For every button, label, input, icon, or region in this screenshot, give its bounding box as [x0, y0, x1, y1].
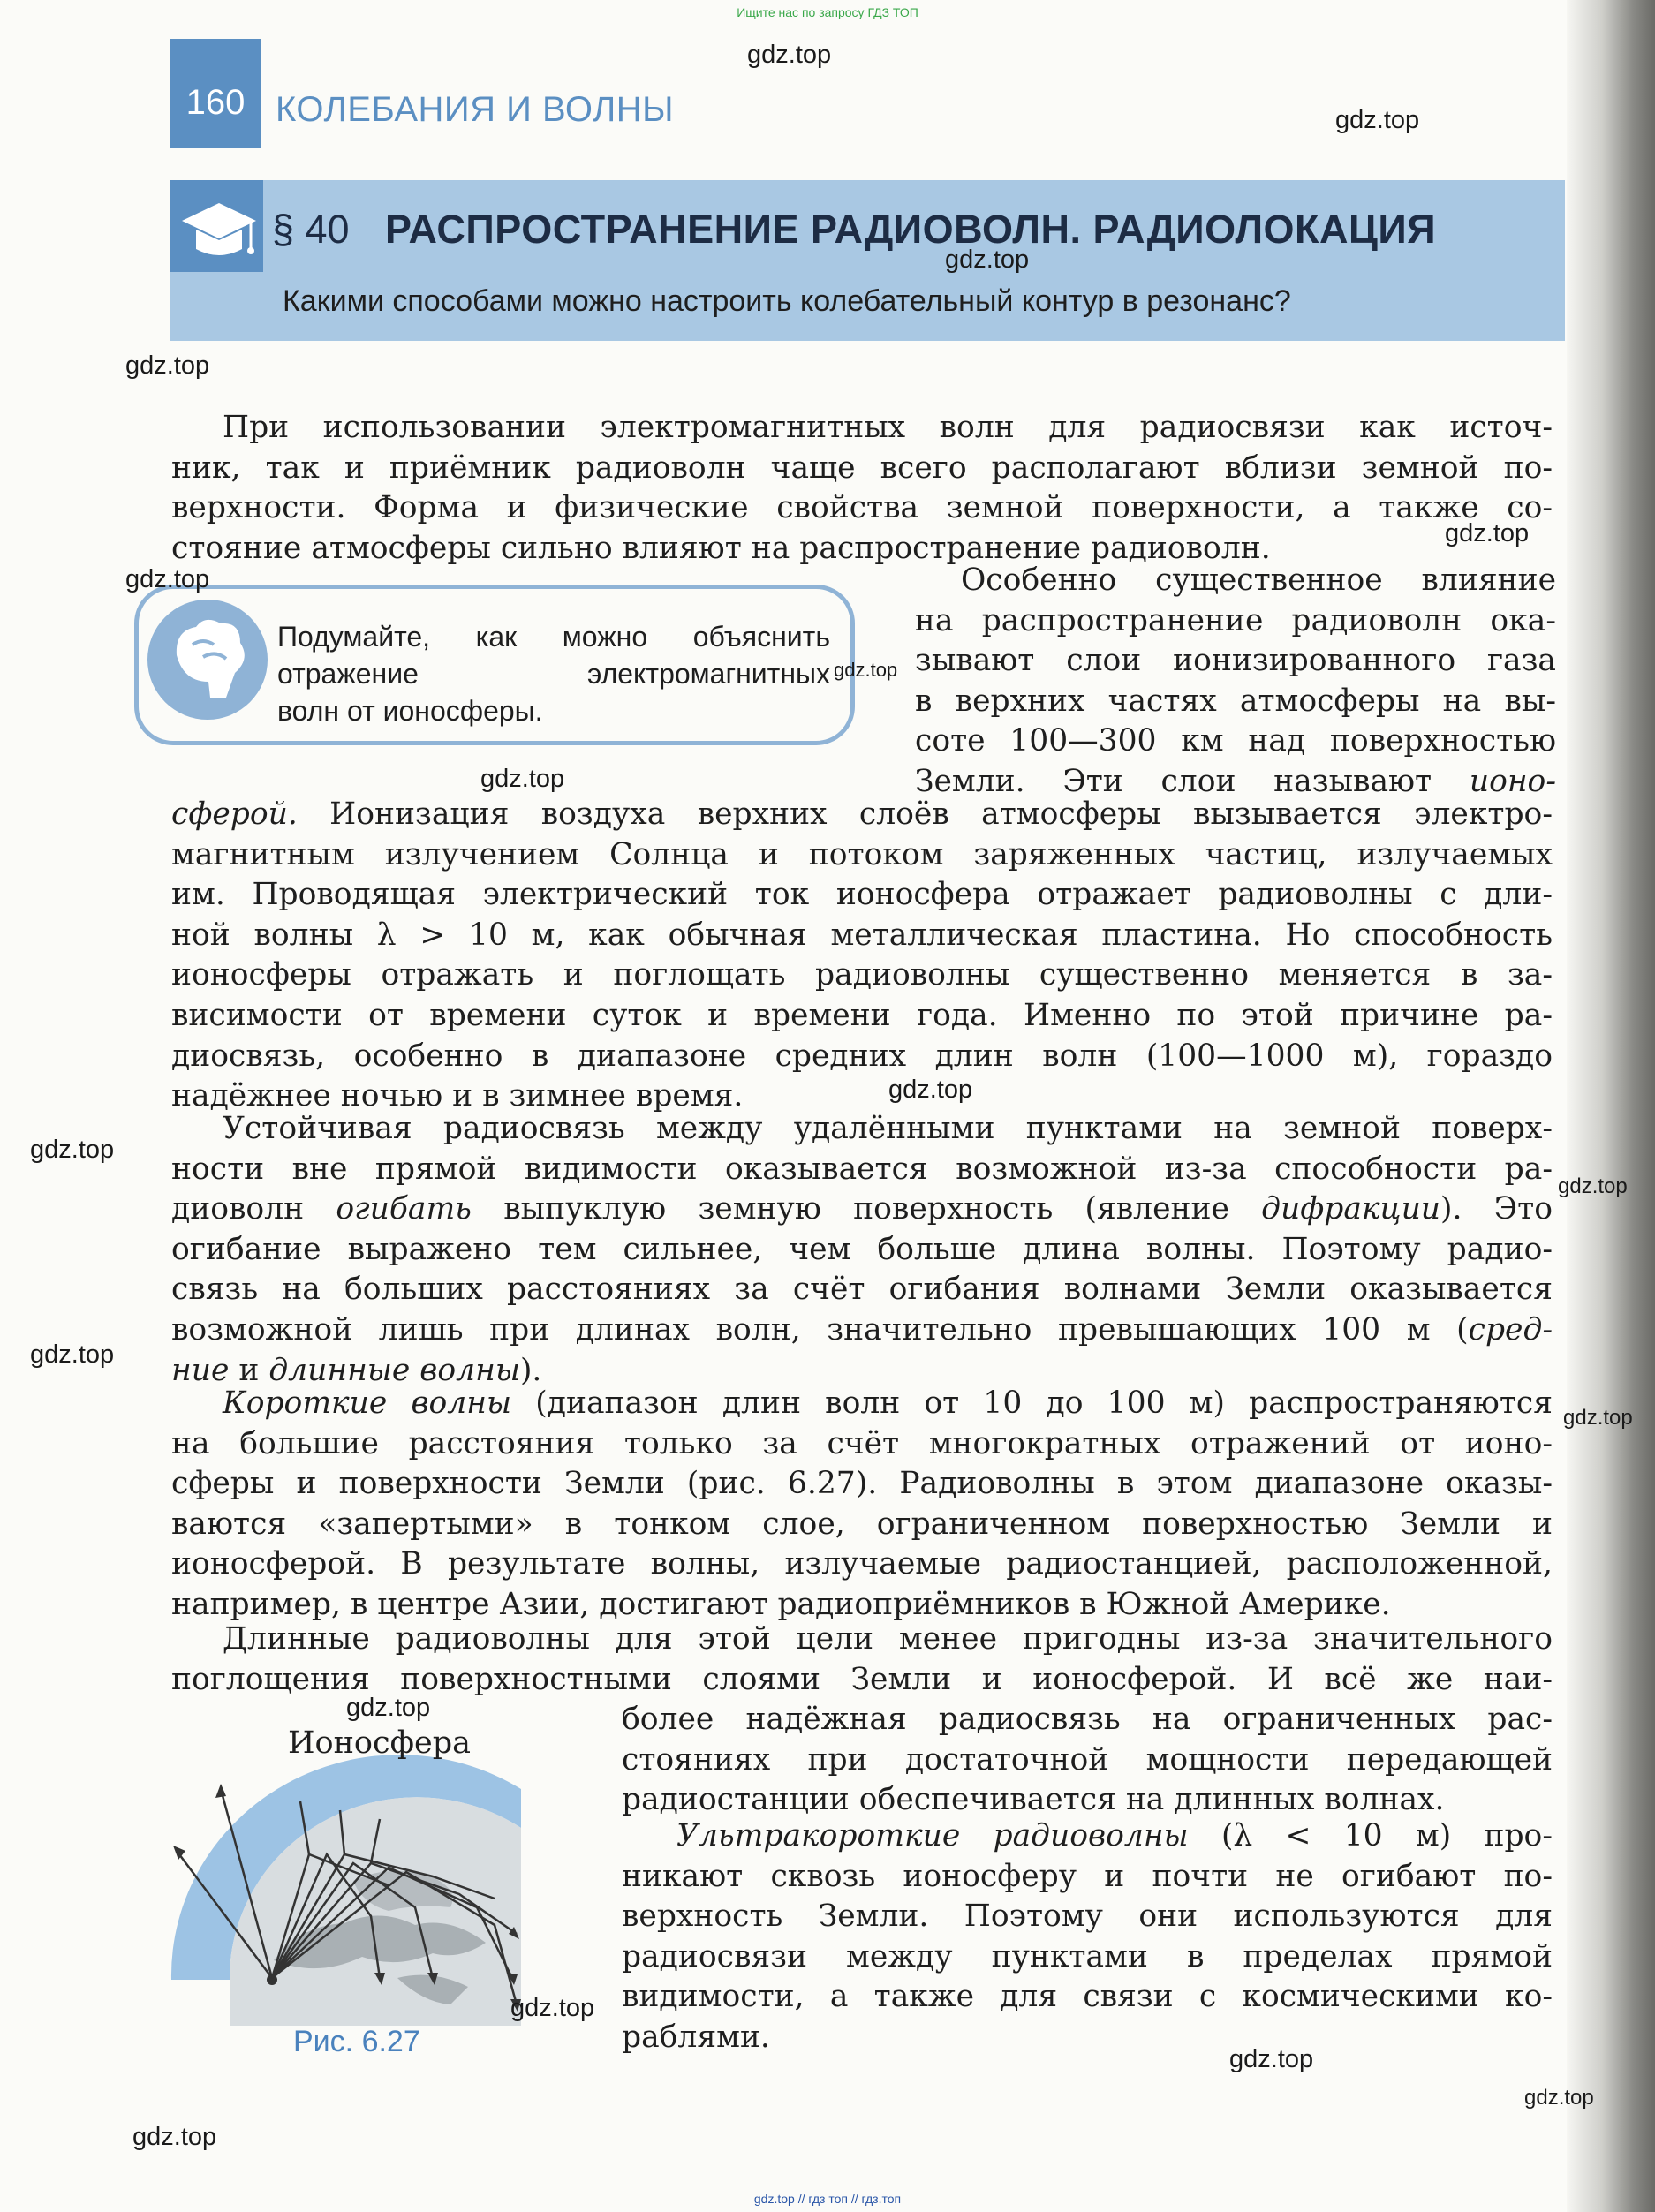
- text-line: верхность Земли. Поэтому они используются для: [622, 1899, 1553, 1935]
- think-line: отражение электромагнитных: [277, 658, 830, 690]
- text-line: на распространение радиоволн ока-: [915, 602, 1556, 638]
- section-title: КОЛЕБАНИЯ И ВОЛНЫ: [276, 90, 675, 129]
- term-diffraction: дифракции: [1261, 1191, 1441, 1227]
- watermark: gdz.top: [125, 351, 210, 380]
- text-line: надёжнее ночью и в зимнее время.: [171, 1078, 744, 1114]
- watermark: gdz.top: [30, 1340, 115, 1369]
- text-line: например, в центре Азии, достигают радиоприёмников в Южной Америке.: [171, 1586, 1391, 1622]
- long-waves-paragraph: [171, 1619, 1553, 1700]
- watermark: gdz.top: [480, 765, 565, 793]
- watermark: gdz.top: [834, 659, 898, 681]
- text-line: никают сквозь ионосферу и почти не огибают по-: [622, 1858, 1553, 1894]
- text-line: диосвязь, особенно в диапазоне средних длин волн (100—1000 м), гораздо: [171, 1038, 1553, 1074]
- term-medium: сред-: [1468, 1311, 1553, 1348]
- text-line: радиостанции обеспечивается на длинных волнах.: [622, 1782, 1445, 1818]
- text-line: на большие расстояния только за счёт многократных отражений от ионо-: [171, 1425, 1553, 1461]
- text-line: [622, 1816, 1553, 1857]
- text-span: ). Это: [1440, 1191, 1553, 1227]
- short-waves-paragraph: [171, 1384, 1553, 1626]
- text-line: висимости от времени суток и времени года. Именно по этой причине ра-: [171, 997, 1553, 1033]
- term-short-waves: Короткие волны: [223, 1385, 512, 1421]
- text-line: им. Проводящая электрический ток ионосфера отражает радиоволны с дли-: [171, 877, 1553, 913]
- text-line: поглощения поверхностными слоями Земли и ионосферой. И всё же наи-: [171, 1661, 1553, 1697]
- text-line: [171, 1310, 1553, 1351]
- watermark: gdz.top: [945, 245, 1030, 274]
- text-span: ).: [519, 1352, 542, 1388]
- text-line: верхности. Форма и физические свойства земной поверхности, а также со-: [171, 490, 1553, 526]
- term-ionosphere-end: сферой.: [171, 796, 298, 832]
- text-span: (диапазон длин волн от 10 до 100 м) распространяются: [511, 1385, 1553, 1421]
- text-span: возможной лишь при длинах волн, значительно превышающих 100 м (: [171, 1311, 1469, 1348]
- text-line: сферы и поверхности Земли (рис. 6.27). Радиоволны в этом диапазоне оказы-: [171, 1466, 1553, 1502]
- watermark: gdz.top: [1229, 2045, 1314, 2073]
- text-line: стояние атмосферы сильно влияют на распространение радиоволн.: [171, 530, 1271, 566]
- term-bend: огибать: [336, 1191, 472, 1227]
- text-line: соте 100—300 км над поверхностью: [915, 723, 1556, 759]
- text-span: выпуклую земную поверхность (явление: [471, 1191, 1262, 1227]
- watermark: gdz.top: [30, 1136, 115, 1164]
- watermark: gdz.top: [747, 41, 832, 69]
- figure-label-ionosphere: Ионосфера: [288, 1725, 471, 1761]
- think-line: Подумайте, как можно объяснить: [277, 621, 830, 653]
- text-line: в верхних частях атмосферы на вы-: [915, 683, 1556, 719]
- text-span: диоволн: [171, 1191, 336, 1227]
- diffraction-paragraph: [171, 1109, 1553, 1391]
- graduation-cap-icon: [170, 180, 263, 272]
- text-span: Земли. Эти слои называют: [915, 763, 1470, 799]
- book-spine-shadow: [1567, 0, 1655, 2212]
- text-line: ности вне прямой видимости оказывается возможной из-за способности ра-: [171, 1151, 1553, 1187]
- page-number: 160: [185, 83, 246, 122]
- watermark: gdz.top: [1558, 1174, 1628, 1198]
- watermark: gdz.top: [510, 1994, 595, 2022]
- text-line: ионосферы отражать и поглощать радиоволны существенно меняется в за-: [171, 957, 1553, 993]
- text-line: [171, 795, 1553, 835]
- ionosphere-paragraph: [171, 795, 1553, 1117]
- text-span: Ионизация воздуха верхних слоёв атмосферы вызывается электро-: [297, 796, 1553, 832]
- watermark: gdz.top: [346, 1694, 431, 1722]
- text-line: Устойчивая радиосвязь между удалёнными пунктами на земной поверх-: [223, 1111, 1553, 1146]
- text-line: При использовании электромагнитных волн для радиосвязи как источ-: [223, 410, 1553, 445]
- watermark-top-banner: Ищите нас по запросу ГДЗ ТОП: [737, 5, 918, 19]
- text-line: раблями.: [622, 2019, 770, 2055]
- watermark: gdz.top: [1563, 1406, 1633, 1430]
- think-callout-text: [277, 618, 830, 729]
- text-line: радиосвязи между пунктами в пределах прямой: [622, 1938, 1553, 1974]
- uhf-paragraph: [622, 1816, 1553, 2058]
- figure-ionosphere-diagram: [168, 1722, 618, 2026]
- term-ionosphere: ионо-: [1469, 763, 1556, 799]
- watermark-bottom-banner: gdz.top // гдз топ // гдз.топ: [753, 2192, 902, 2206]
- text-line: магнитным излучением Солнца и потоком заряженных частиц, излучаемых: [171, 836, 1553, 872]
- text-span: и: [229, 1352, 269, 1388]
- watermark: gdz.top: [1445, 519, 1530, 547]
- watermark: gdz.top: [125, 565, 210, 593]
- text-line: ионосферой. В результате волны, излучаемые радиостанцией, расположенной,: [171, 1546, 1553, 1582]
- term-long-waves: длинные волны: [268, 1352, 520, 1388]
- lead-question: Какими способами можно настроить колебательный контур в резонанс?: [283, 284, 1291, 318]
- text-line: более надёжная радиосвязь на ограниченных рас-: [622, 1702, 1553, 1737]
- text-line: [171, 1189, 1553, 1230]
- think-line: волн от ионосферы.: [277, 695, 543, 727]
- watermark: gdz.top: [132, 2123, 217, 2151]
- watermark: gdz.top: [1524, 2086, 1594, 2110]
- ionosphere-side-paragraph: [915, 561, 1556, 803]
- long-waves-paragraph-continued: [622, 1700, 1553, 1821]
- paragraph-sign: § 40: [272, 207, 350, 252]
- text-line: Особенно существенное влияние: [961, 562, 1556, 598]
- watermark: gdz.top: [888, 1076, 973, 1104]
- text-line: видимости, а также для связи с космическими ко-: [622, 1979, 1553, 2015]
- intro-paragraph: [171, 408, 1553, 569]
- text-line: Длинные радиоволны для этой цели менее пригодны из-за значительного: [223, 1621, 1553, 1657]
- term-medium-end: ние: [171, 1352, 230, 1388]
- text-span: (λ < 10 м) про-: [1188, 1818, 1553, 1853]
- term-uhf: Ультракороткие радиоволны: [676, 1818, 1189, 1853]
- text-line: ник, так и приёмник радиоволн чаще всего располагают вблизи земной по-: [171, 449, 1553, 486]
- text-line: зывают слои ионизированного газа: [915, 643, 1556, 679]
- watermark: gdz.top: [1335, 106, 1420, 134]
- paragraph-title: РАСПРОСТРАНЕНИЕ РАДИОВОЛН. РАДИОЛОКАЦИЯ: [385, 207, 1437, 252]
- figure-caption: Рис. 6.27: [293, 2025, 420, 2058]
- text-line: стояниях при достаточной мощности передающей: [622, 1741, 1553, 1778]
- text-line: ной волны λ > 10 м, как обычная металлическая пластина. Но способность: [171, 917, 1553, 953]
- text-line: ваются «запертыми» в тонком слое, ограниченном поверхностью Земли и: [171, 1506, 1553, 1542]
- text-line: огибание выражено тем сильнее, чем больше длина волны. Поэтому радио-: [171, 1231, 1553, 1267]
- text-line: связь на больших расстояниях за счёт огибания волнами Земли оказывается: [171, 1272, 1553, 1308]
- brain-icon: [141, 593, 274, 726]
- text-line: [171, 1384, 1553, 1424]
